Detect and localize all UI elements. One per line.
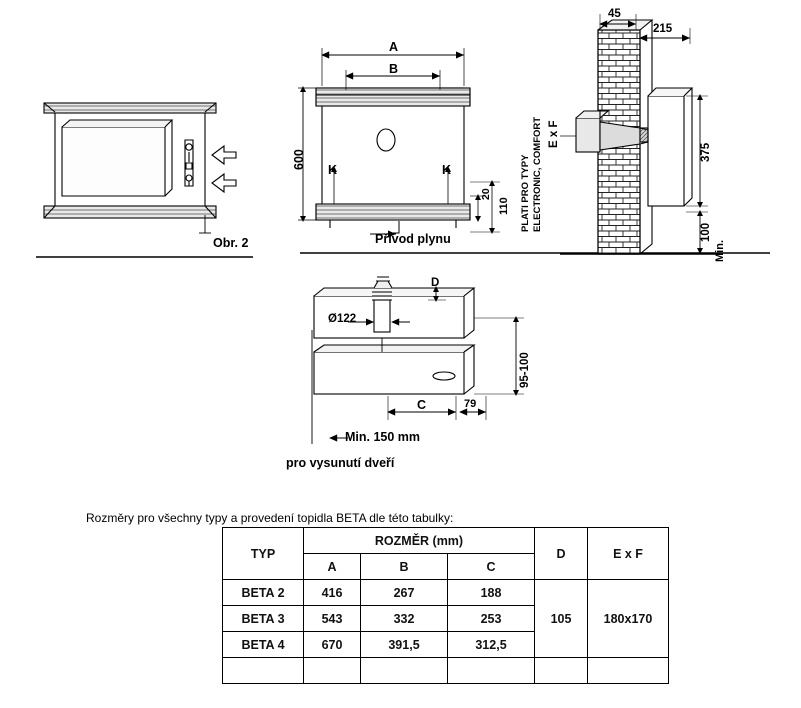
dim-95-100-label: 95-100: [519, 352, 531, 388]
dim-diameter-label: Ø122: [328, 313, 357, 325]
table-header-row-1: [223, 528, 669, 554]
cell-b: 332: [361, 606, 448, 632]
dim-215-label: 215: [653, 23, 673, 35]
dim-79-label: 79: [464, 398, 477, 410]
cell-c: 312,5: [448, 632, 535, 658]
cell-b: 267: [361, 580, 448, 606]
cell-ef: 180x170: [588, 580, 669, 658]
dim-20-label: 20: [480, 188, 492, 200]
cell-d-clipped: [535, 658, 588, 684]
cell-b-clipped: [361, 658, 448, 684]
cell-typ-clipped: [223, 658, 304, 684]
figure-left-side-view: [36, 103, 253, 257]
figure-top-view: [312, 277, 524, 444]
figure-left-caption: Obr. 2: [213, 236, 249, 250]
dim-375-label: 375: [700, 142, 712, 162]
cell-typ: BETA 4: [223, 632, 304, 658]
dim-100-label: 100: [700, 222, 712, 242]
figure-wall-section: [560, 14, 720, 254]
cell-b: 391,5: [361, 632, 448, 658]
dim-exf-label: E x F: [548, 120, 560, 148]
cell-a: 416: [304, 580, 361, 606]
cell-c: 188: [448, 580, 535, 606]
table-header-group: ROZMĚR (mm): [304, 528, 535, 554]
dimensions-table: [222, 527, 669, 684]
types-note-line2: ELECTRONIC, COMFORT: [532, 116, 543, 232]
dim-600-label: 600: [292, 149, 306, 170]
dim-k-right-label: K: [442, 163, 452, 177]
table-row-clipped: [223, 658, 669, 684]
table-row: [223, 580, 669, 606]
min-150-label: Min. 150 mm: [345, 430, 421, 444]
types-note-line1: PLATI PRO TYPY: [520, 154, 531, 232]
table-note: Rozměry pro všechny typy a provedení topidla BETA dle této tabulky:: [86, 511, 454, 525]
cell-c-clipped: [448, 658, 535, 684]
cell-a-clipped: [304, 658, 361, 684]
dim-a-label: A: [389, 40, 399, 54]
dim-c-label: C: [417, 398, 427, 412]
cell-a: 543: [304, 606, 361, 632]
gas-inlet-label: Přívod plynu: [375, 232, 451, 246]
cell-c: 253: [448, 606, 535, 632]
table-header-typ: TYP: [223, 528, 304, 580]
table-header-a: A: [304, 554, 361, 580]
dim-110-label: 110: [498, 197, 510, 215]
dim-min-label: Min.: [714, 240, 726, 262]
dim-d-label: D: [431, 277, 440, 289]
cell-typ: BETA 2: [223, 580, 304, 606]
cell-d: 105: [535, 580, 588, 658]
cell-a: 670: [304, 632, 361, 658]
table-header-c: C: [448, 554, 535, 580]
door-note-label: pro vysunutí dveří: [286, 456, 395, 470]
cell-typ: BETA 3: [223, 606, 304, 632]
table-header-ef: E x F: [588, 528, 669, 580]
table-header-d: D: [535, 528, 588, 580]
table-header-b: B: [361, 554, 448, 580]
cell-ef-clipped: [588, 658, 669, 684]
dim-b-label: B: [389, 62, 399, 76]
dim-k-left-label: K: [328, 163, 338, 177]
dim-45-label: 45: [608, 8, 621, 20]
